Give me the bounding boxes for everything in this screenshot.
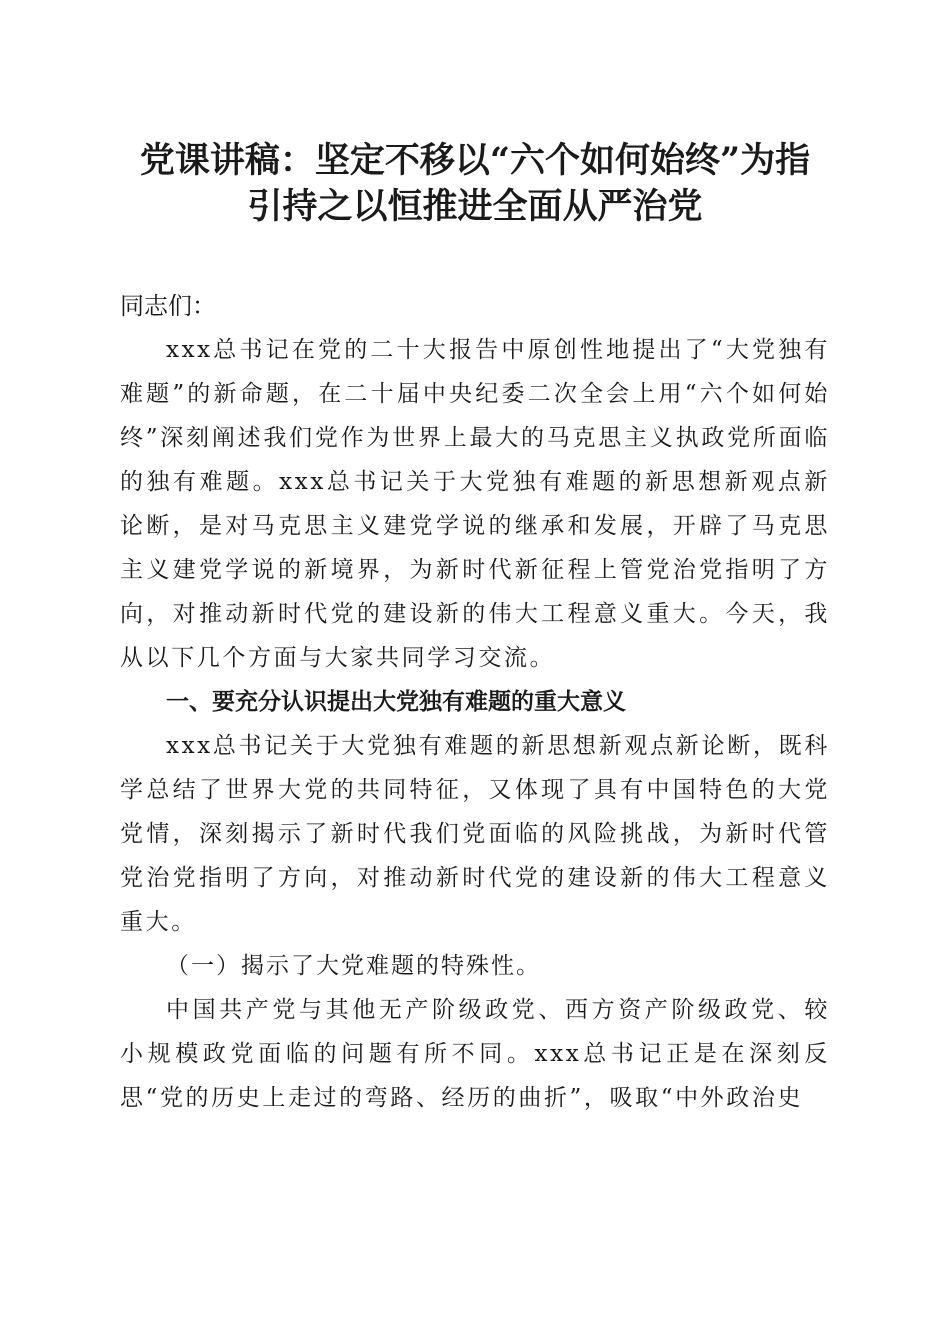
section-1-paragraph: xxx总书记关于大党独有难题的新思想新观点新论断，既科学总结了世界大党的共同特征，又体现了具有中国特色的大党党情，深刻揭示了新时代我们党面临的风险挑战，为新时代管党治党指明了方向，对推动新时代党的建设新的伟大工程意义重大。 xyxy=(120,733,830,935)
title-line-2: 引持之以恒推进全面从严治党 xyxy=(247,186,703,227)
subsection-1-heading: （一）揭示了大党难题的特殊性。 xyxy=(166,953,541,979)
section-1-heading: 一、要充分认识提出大党独有难题的重大意义 xyxy=(166,688,626,715)
document-page xyxy=(120,138,830,1120)
title-line-1: 党课讲稿：坚定不移以“六个如何始终”为指 xyxy=(139,140,811,181)
intro-paragraph: xxx总书记在党的二十大报告中原创性地提出了“大党独有难题”的新命题，在二十届中央纪委二次全会上用“六个如何始终”深刻阐述我们党作为世界上最大的马克思主义执政党所面临的独有难题。xxx总书记关于大党独有难题的新思想新观点新论断，是对马克思主义建党学说的继承和发展，开辟了马克思主义建党学说的新境界，为新时代新征程上管党治党指明了方向，对推动新时代党的建设新的伟大工程意义重大。今天，我从以下几个方面与大家共同学习交流。 xyxy=(120,337,830,671)
subsection-1-paragraph: 中国共产党与其他无产阶级政党、西方资产阶级政党、较小规模政党面临的问题有所不同。xxx总书记正是在深刻反思“党的历史上走过的弯路、经历的曲折”，吸取“中外政治史 xyxy=(120,997,830,1111)
document-title xyxy=(120,138,830,230)
salutation: 同志们： xyxy=(120,292,216,320)
